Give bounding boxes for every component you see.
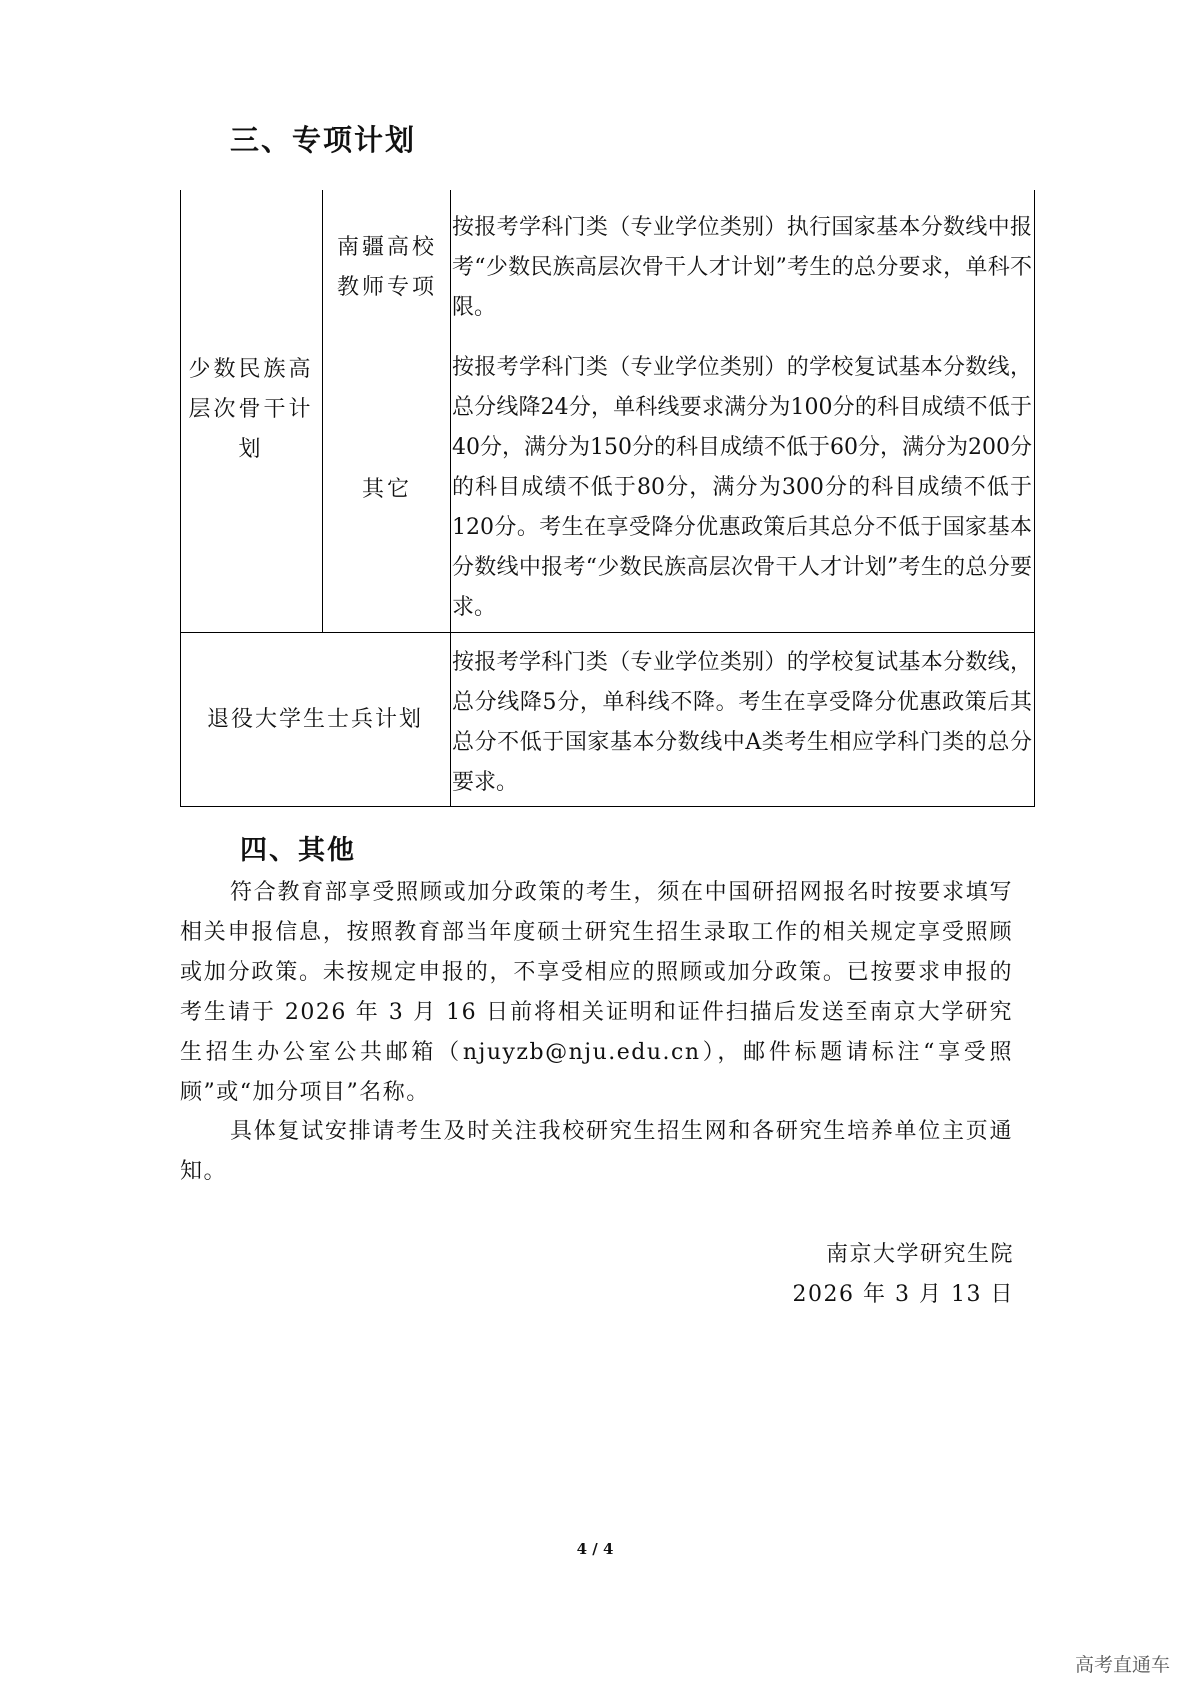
section-4-paragraph-1: 符合教育部享受照顾或加分政策的考生，须在中国研招网报名时按要求填写相关申报信息，按照教育部当年度硕士研究生招生录取工作的相关规定享受照顾或加分政策。未按规定申报的，不享受相应的照顾或加分政策。已按要求申报的考生请于 2026 年 3 月 16 日前将相关证明和证件扫描后发送至南京大学研究生招生办公室公共邮箱（njuyzb@nju.edu.cn），邮件标题请标注“享受照顾”或“加分项目”名称。 <box>180 880 1013 1105</box>
watermark: 高考直通车 <box>1074 1654 1170 1676</box>
table-row-divider <box>180 632 1035 633</box>
section-4-paragraph-2: 具体复试安排请考生及时关注我校研究生招生网和各研究生培养单位主页通知。 <box>180 1119 1013 1184</box>
table-cell-other: 其它 <box>361 477 412 502</box>
section-3-heading: 三、专项计划 <box>230 123 417 157</box>
table-cell-veteran-plan: 退役大学生士兵计划 <box>206 707 423 732</box>
requirement-veteran: 按报考学科门类（专业学位类别）的学校复试基本分数线，总分线降5分，单科线不降。考生在享受降分优惠政策后其总分不低于国家基本分数线中A类考生相应学科门类的总分要求。 <box>452 650 1032 795</box>
table-cell-minority-plan: 少数民族高层次骨干计划 <box>188 357 314 462</box>
requirement-other: 按报考学科门类（专业学位类别）的学校复试基本分数线，总分线降24分，单科线要求满分为100分的科目成绩不低于40分，满分为150分的科目成绩不低于60分，满分为200分的科目成绩不低于80分，满分为300分的科目成绩不低于120分。考生在享受降分优惠政策后其总分不低于国家基本分数线中报考“少数民族高层次骨干人才计划”考生的总分要求。 <box>452 355 1032 620</box>
section-4-heading: 四、其他 <box>240 835 356 866</box>
table-cell-south-xinjiang: 南疆高校教师专项 <box>336 235 437 300</box>
signature-date: 2026 年 3 月 13 日 <box>792 1282 1014 1307</box>
table-border-bottom <box>180 806 1035 807</box>
signature-org: 南京大学研究生院 <box>825 1242 1014 1267</box>
page-number: 4 / 4 <box>576 1540 614 1558</box>
requirement-south-xinjiang: 按报考学科门类（专业学位类别）执行国家基本分数线中报考“少数民族高层次骨干人才计划”考生的总分要求，单科不限。 <box>452 215 1032 320</box>
table-divider-subcategory <box>322 190 323 633</box>
table-border-left <box>180 190 181 807</box>
table-border-right <box>1034 190 1035 807</box>
